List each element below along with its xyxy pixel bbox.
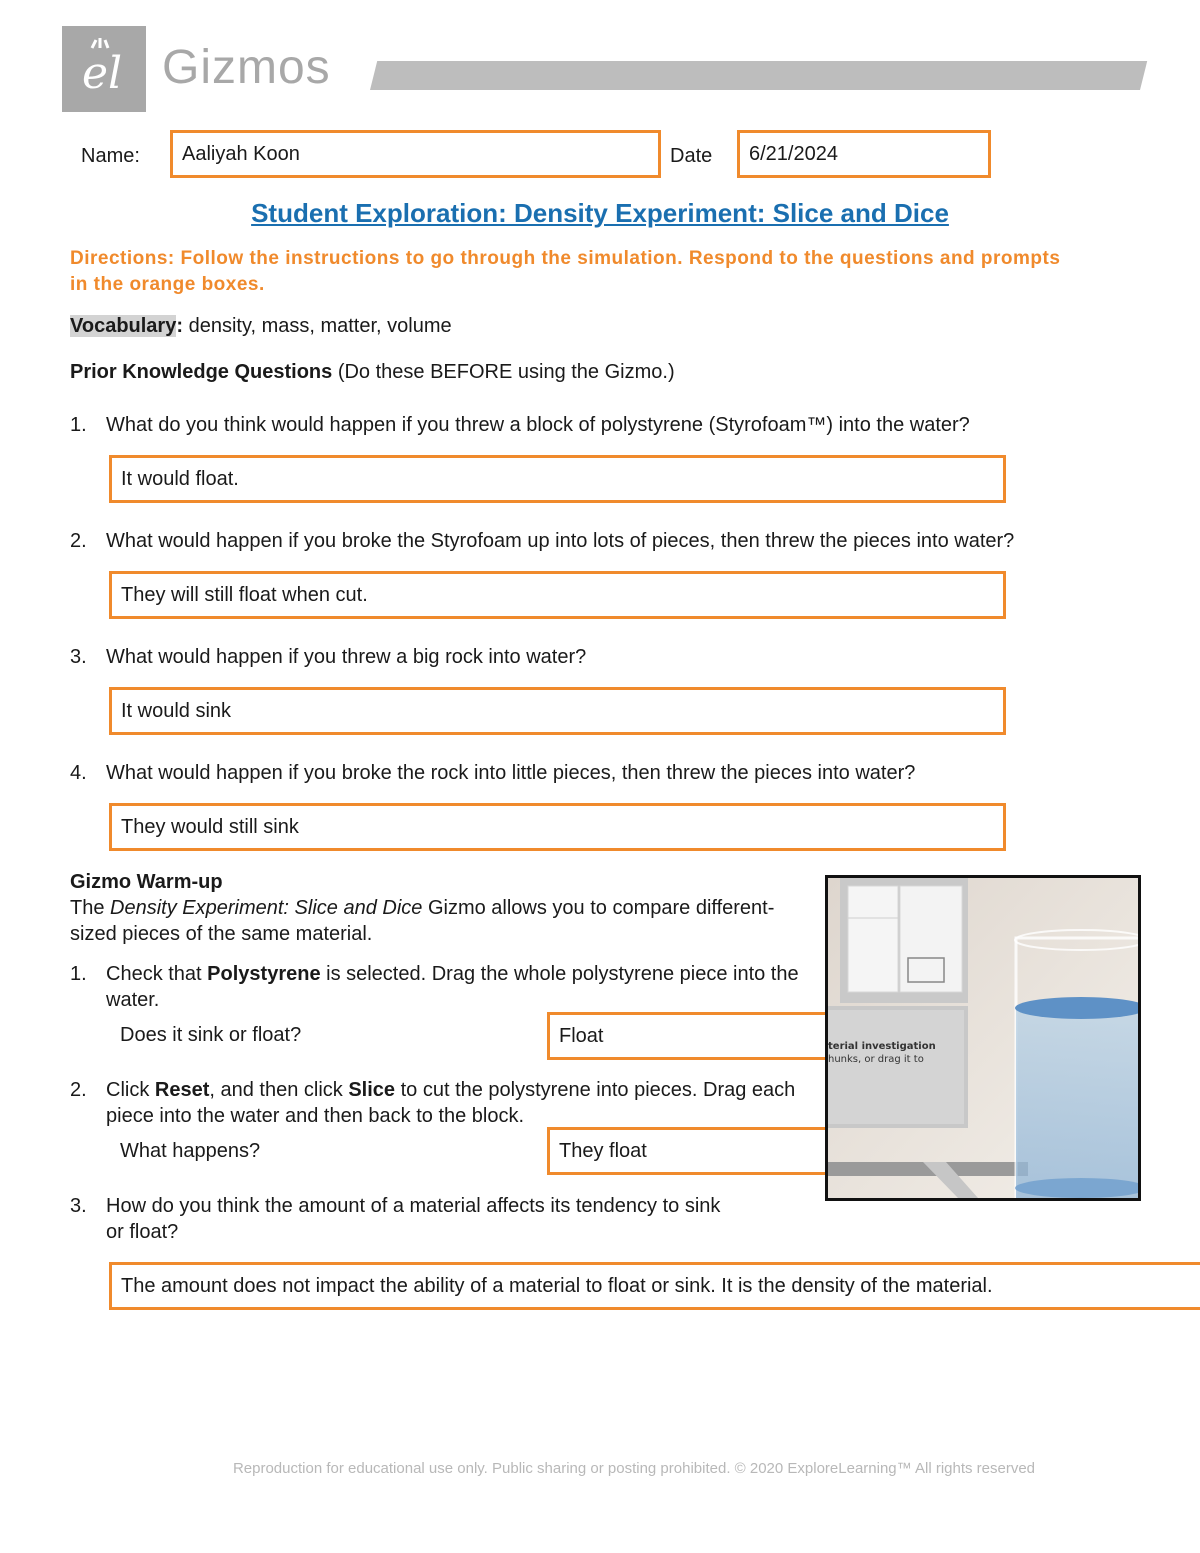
prior-answer-box-1[interactable] [109, 455, 1006, 503]
prior-answer-box-3[interactable] [109, 687, 1006, 735]
name-value: Aaliyah Koon [182, 143, 300, 165]
vocabulary-terms: density, mass, matter, volume [183, 315, 452, 337]
warmup-answer-box-3[interactable] [109, 1262, 1200, 1310]
answer-text: They would still sink [121, 816, 299, 838]
question-text: What do you think would happen if you threw a block of polystyrene (Styrofoam™) into the water? [106, 414, 970, 436]
directions-text: Directions: Follow the instructions to go through the simulation. Respond to the questions and prompts in the orange boxes. [70, 248, 1061, 295]
question-number: 2. [70, 1079, 87, 1101]
warmup-prompt-1: Does it sink or float? [120, 1024, 302, 1046]
q2-pre: Click [106, 1079, 155, 1101]
date-field[interactable] [737, 130, 991, 178]
question-text [106, 1077, 810, 1129]
warmup-answer-box-2[interactable] [547, 1127, 837, 1175]
question-number: 1. [70, 414, 87, 436]
question-number: 3. [70, 1195, 87, 1217]
answer-text: It would float. [121, 468, 239, 490]
answer-text: They float [559, 1140, 647, 1162]
q1-pre: Check that [106, 963, 208, 985]
q1-bold: Polystyrene [207, 963, 321, 985]
svg-text:el: el [82, 48, 123, 99]
question-number: 1. [70, 963, 87, 985]
prior-question-1 [70, 412, 970, 438]
q2-mid: , and then click [209, 1079, 349, 1101]
footer-copyright: Reproduction for educational use only. Public sharing or posting prohibited. © 2020 ExploreLearning™ All rights reserved [232, 1460, 1036, 1477]
question-number: 2. [70, 530, 87, 552]
vocabulary-line [70, 315, 452, 338]
el-logo-icon [62, 26, 146, 112]
header-bar [370, 61, 1147, 90]
prior-question-2 [70, 528, 1014, 554]
warmup-description [70, 895, 810, 947]
vocabulary-label: Vocabulary [70, 315, 177, 337]
question-number: 4. [70, 762, 87, 784]
vocabulary-colon: : [176, 315, 184, 337]
answer-text: They will still float when cut. [121, 584, 368, 606]
question-text [106, 961, 810, 1013]
prior-knowledge-heading [70, 361, 675, 384]
warmup-answer-box-1[interactable] [547, 1012, 837, 1060]
warmup-desc-italic: Density Experiment: Slice and Dice [110, 897, 423, 919]
answer-text: It would sink [121, 700, 232, 722]
gizmo-simulation-image [825, 875, 1141, 1201]
question-text: What would happen if you broke the rock into little pieces, then threw the pieces into water? [106, 762, 916, 784]
date-label: Date [670, 145, 713, 167]
warmup-desc-post: Gizmo allows you to compare different-sized pieces of the same material. [70, 897, 775, 945]
prior-question-3 [70, 644, 586, 670]
q1-post: is selected. Drag the whole polystyrene piece into the water. [106, 963, 799, 1011]
simulation-illustration [828, 878, 1138, 1198]
answer-text: Float [559, 1025, 604, 1047]
page-title: Student Exploration: Density Experiment: Slice and Dice [251, 198, 949, 228]
warmup-prompt-2: What happens? [120, 1140, 261, 1162]
question-text: What would happen if you broke the Styrofoam up into lots of pieces, then threw the pieces into water? [106, 530, 1015, 552]
question-text: What would happen if you threw a big rock into water? [106, 646, 587, 668]
warmup-question-2 [70, 1077, 810, 1129]
warmup-desc-pre: The [70, 897, 111, 919]
warmup-heading: Gizmo Warm-up [70, 871, 223, 893]
prior-knowledge-note: (Do these BEFORE using the Gizmo.) [332, 361, 675, 383]
sim-text-line-1: terial investigation [828, 1041, 936, 1052]
prior-question-4 [70, 760, 915, 786]
q2-bold-reset: Reset [154, 1079, 210, 1101]
sim-text-line-2: hunks, or drag it to [828, 1054, 924, 1065]
warmup-question-3 [70, 1193, 730, 1245]
q2-bold-slice: Slice [348, 1079, 396, 1101]
prior-answer-box-4[interactable] [109, 803, 1006, 851]
logo-wordmark: Gizmos [162, 41, 331, 94]
logo-badge [62, 26, 146, 112]
q2-post: to cut the polystyrene into pieces. Drag each piece into the water and then back to the block. [106, 1079, 796, 1127]
question-text: How do you think the amount of a material affects its tendency to sink or float? [106, 1195, 721, 1243]
name-field[interactable] [170, 130, 661, 178]
prior-knowledge-title: Prior Knowledge Questions [70, 361, 333, 383]
question-number: 3. [70, 646, 87, 668]
name-label: Name: [81, 145, 140, 167]
warmup-question-1 [70, 961, 810, 1013]
date-value: 6/21/2024 [749, 143, 838, 165]
prior-answer-box-2[interactable] [109, 571, 1006, 619]
answer-text: The amount does not impact the ability of a material to float or sink. It is the density of the material. [121, 1275, 993, 1297]
